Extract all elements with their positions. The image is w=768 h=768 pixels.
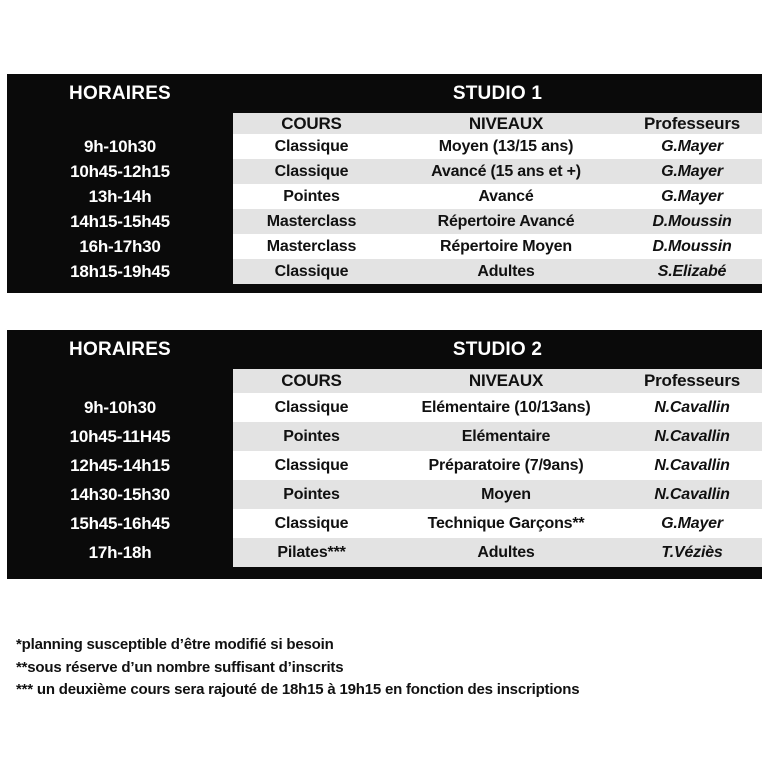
niveau-cell: Répertoire Avancé	[390, 209, 622, 234]
studio1-column-header-row	[7, 113, 762, 134]
niveau-cell: Technique Garçons**	[390, 509, 622, 538]
footnote-line: *planning susceptible d’être modifié si besoin	[16, 636, 334, 653]
footnotes	[16, 634, 579, 702]
cours-cell: Classique	[233, 259, 390, 284]
time-header-spacer	[7, 113, 233, 134]
table-row	[7, 422, 762, 451]
prof-cell: N.Cavallin	[622, 451, 762, 480]
time-cell: 10h45-12h15	[7, 159, 233, 184]
prof-cell: T.Véziès	[622, 538, 762, 567]
time-cell: 10h45-11H45	[7, 422, 233, 451]
prof-cell: G.Mayer	[622, 159, 762, 184]
table-row	[7, 393, 762, 422]
table-row	[7, 480, 762, 509]
time-cell: 16h-17h30	[7, 234, 233, 259]
footnote-line: **sous réserve d’un nombre suffisant d’inscrits	[16, 658, 344, 676]
niveau-cell: Répertoire Moyen	[390, 234, 622, 259]
footnote-line: *** un deuxième cours sera rajouté de 18h15 à 19h15 en fonction des inscriptions	[16, 681, 580, 698]
prof-cell: D.Moussin	[622, 209, 762, 234]
niveau-cell: Moyen (13/15 ans)	[390, 134, 622, 159]
studio2-column-header-row	[7, 369, 762, 393]
cours-cell: Masterclass	[233, 209, 390, 234]
time-cell: 15h45-16h45	[7, 509, 233, 538]
time-cell: 14h30-15h30	[7, 480, 233, 509]
table-row	[7, 209, 762, 234]
prof-cell: G.Mayer	[622, 134, 762, 159]
studio2-header-band	[7, 330, 762, 369]
prof-cell: G.Mayer	[622, 509, 762, 538]
niveaux-column-header: NIVEAUX	[390, 113, 622, 134]
studio2-table	[7, 330, 762, 579]
professeurs-column-header: Professeurs	[622, 369, 762, 393]
cours-cell: Classique	[233, 159, 390, 184]
cours-cell: Masterclass	[233, 234, 390, 259]
horaires-header: HORAIRES	[69, 338, 171, 360]
time-cell: 14h15-15h45	[7, 209, 233, 234]
table-row	[7, 184, 762, 209]
table-row	[7, 134, 762, 159]
cours-cell: Pointes	[233, 422, 390, 451]
prof-cell: S.Elizabé	[622, 259, 762, 284]
niveau-cell: Moyen	[390, 480, 622, 509]
cours-cell: Pointes	[233, 480, 390, 509]
time-header-spacer	[7, 369, 233, 393]
prof-cell: N.Cavallin	[622, 393, 762, 422]
table-row	[7, 159, 762, 184]
niveau-cell: Adultes	[390, 538, 622, 567]
prof-cell: G.Mayer	[622, 184, 762, 209]
table-row	[7, 509, 762, 538]
studio2-title: STUDIO 2	[452, 338, 543, 360]
time-cell: 18h15-19h45	[7, 259, 233, 284]
table-row	[7, 234, 762, 259]
professeurs-column-header: Professeurs	[622, 113, 762, 134]
time-cell: 17h-18h	[7, 538, 233, 567]
cours-column-header: COURS	[233, 369, 390, 393]
cours-cell: Classique	[233, 134, 390, 159]
prof-cell: D.Moussin	[622, 234, 762, 259]
time-cell: 9h-10h30	[7, 134, 233, 159]
time-cell: 9h-10h30	[7, 393, 233, 422]
table-row	[7, 259, 762, 284]
cours-cell: Classique	[233, 451, 390, 480]
niveaux-column-header: NIVEAUX	[390, 369, 622, 393]
niveau-cell: Elémentaire (10/13ans)	[390, 393, 622, 422]
niveau-cell: Avancé (15 ans et +)	[390, 159, 622, 184]
cours-cell: Pilates***	[233, 538, 390, 567]
time-cell: 13h-14h	[7, 184, 233, 209]
niveau-cell: Préparatoire (7/9ans)	[390, 451, 622, 480]
cours-cell: Classique	[233, 393, 390, 422]
prof-cell: N.Cavallin	[622, 480, 762, 509]
time-cell: 12h45-14h15	[7, 451, 233, 480]
cours-cell: Classique	[233, 509, 390, 538]
niveau-cell: Adultes	[390, 259, 622, 284]
niveau-cell: Avancé	[390, 184, 622, 209]
prof-cell: N.Cavallin	[622, 422, 762, 451]
horaires-header: HORAIRES	[69, 82, 171, 104]
niveau-cell: Elémentaire	[390, 422, 622, 451]
studio1-title: STUDIO 1	[452, 82, 543, 104]
cours-cell: Pointes	[233, 184, 390, 209]
table-row	[7, 538, 762, 567]
studio1-header-band	[7, 74, 762, 113]
cours-column-header: COURS	[233, 113, 390, 134]
table-row	[7, 451, 762, 480]
studio1-table	[7, 74, 762, 293]
